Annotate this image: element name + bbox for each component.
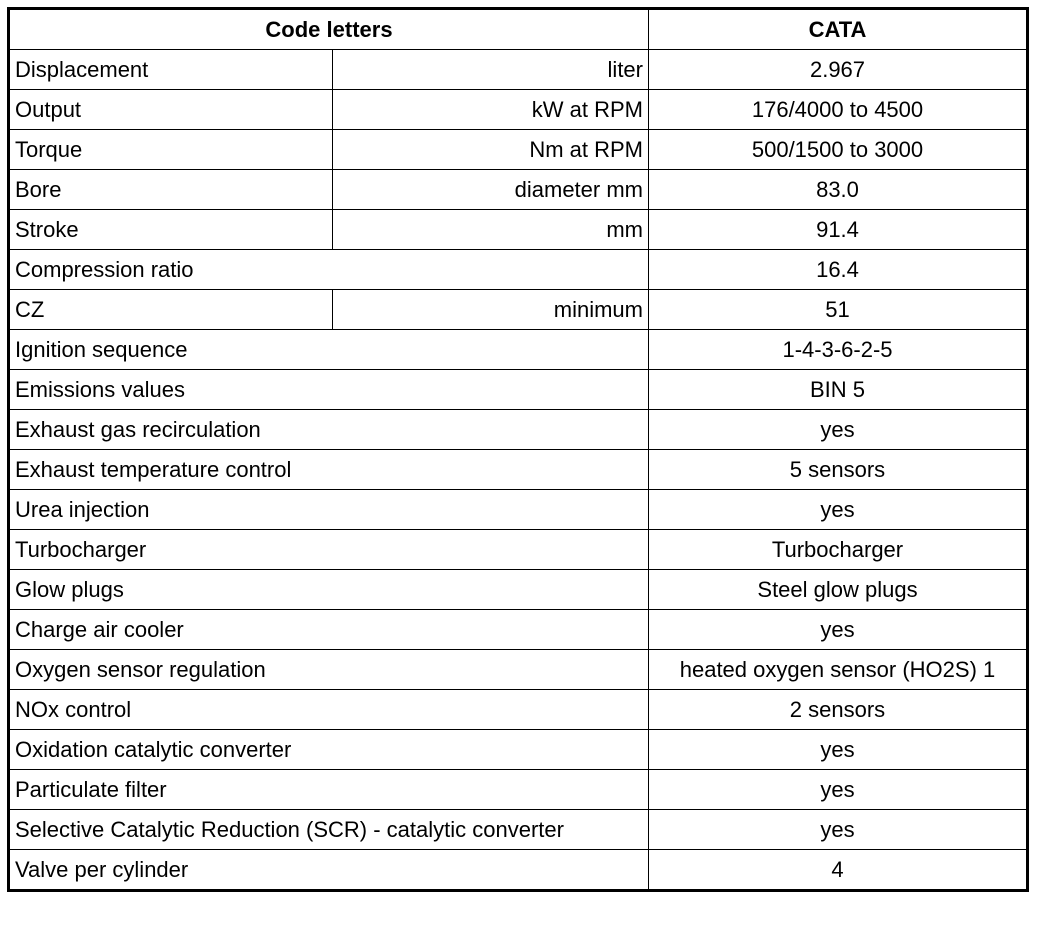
table-row xyxy=(9,370,1028,410)
table-row xyxy=(9,330,1028,370)
unit-cell: liter xyxy=(333,50,649,90)
parameter-cell: Urea injection xyxy=(9,490,649,530)
table-row xyxy=(9,410,1028,450)
value-cell: 176/4000 to 4500 xyxy=(649,90,1028,130)
parameter-cell: Particulate filter xyxy=(9,770,649,810)
unit-cell: mm xyxy=(333,210,649,250)
value-cell: Turbocharger xyxy=(649,530,1028,570)
parameter-cell: Displacement xyxy=(9,50,333,90)
parameter-cell: Torque xyxy=(9,130,333,170)
unit-cell: Nm at RPM xyxy=(333,130,649,170)
unit-cell: diameter mm xyxy=(333,170,649,210)
parameter-cell: Charge air cooler xyxy=(9,610,649,650)
parameter-cell: Output xyxy=(9,90,333,130)
engine-code-header: CATA xyxy=(649,9,1028,50)
table-row xyxy=(9,730,1028,770)
value-cell: yes xyxy=(649,810,1028,850)
table-row xyxy=(9,50,1028,90)
parameter-cell: Glow plugs xyxy=(9,570,649,610)
value-cell: yes xyxy=(649,610,1028,650)
value-cell: 2 sensors xyxy=(649,690,1028,730)
parameter-cell: Ignition sequence xyxy=(9,330,649,370)
table-row xyxy=(9,690,1028,730)
value-cell: heated oxygen sensor (HO2S) 1 xyxy=(649,650,1028,690)
value-cell: Steel glow plugs xyxy=(649,570,1028,610)
table-body xyxy=(9,50,1028,891)
engine-spec-table xyxy=(7,7,1029,892)
parameter-cell: Selective Catalytic Reduction (SCR) - catalytic converter xyxy=(9,810,649,850)
parameter-cell: Exhaust gas recirculation xyxy=(9,410,649,450)
unit-cell: kW at RPM xyxy=(333,90,649,130)
value-cell: 51 xyxy=(649,290,1028,330)
parameter-cell: NOx control xyxy=(9,690,649,730)
parameter-cell: Oxygen sensor regulation xyxy=(9,650,649,690)
table-row xyxy=(9,530,1028,570)
table-row xyxy=(9,650,1028,690)
unit-cell: minimum xyxy=(333,290,649,330)
table-row xyxy=(9,570,1028,610)
table-row xyxy=(9,810,1028,850)
value-cell: 4 xyxy=(649,850,1028,891)
table-row xyxy=(9,170,1028,210)
parameter-cell: Valve per cylinder xyxy=(9,850,649,891)
table-row xyxy=(9,90,1028,130)
value-cell: 83.0 xyxy=(649,170,1028,210)
parameter-cell: Exhaust temperature control xyxy=(9,450,649,490)
value-cell: yes xyxy=(649,410,1028,450)
value-cell: 1-4-3-6-2-5 xyxy=(649,330,1028,370)
value-cell: 2.967 xyxy=(649,50,1028,90)
table-row xyxy=(9,850,1028,891)
table-row xyxy=(9,210,1028,250)
value-cell: 16.4 xyxy=(649,250,1028,290)
parameter-cell: CZ xyxy=(9,290,333,330)
value-cell: 91.4 xyxy=(649,210,1028,250)
value-cell: BIN 5 xyxy=(649,370,1028,410)
table-row xyxy=(9,250,1028,290)
value-cell: yes xyxy=(649,490,1028,530)
value-cell: yes xyxy=(649,730,1028,770)
parameter-cell: Oxidation catalytic converter xyxy=(9,730,649,770)
parameter-cell: Bore xyxy=(9,170,333,210)
table-row xyxy=(9,490,1028,530)
parameter-cell: Compression ratio xyxy=(9,250,649,290)
table-header-row xyxy=(9,9,1028,50)
value-cell: 5 sensors xyxy=(649,450,1028,490)
parameter-cell: Turbocharger xyxy=(9,530,649,570)
table-row xyxy=(9,770,1028,810)
value-cell: 500/1500 to 3000 xyxy=(649,130,1028,170)
table-row xyxy=(9,610,1028,650)
value-cell: yes xyxy=(649,770,1028,810)
table-row xyxy=(9,130,1028,170)
parameter-cell: Stroke xyxy=(9,210,333,250)
code-letters-header: Code letters xyxy=(9,9,649,50)
table-row xyxy=(9,450,1028,490)
parameter-cell: Emissions values xyxy=(9,370,649,410)
table-row xyxy=(9,290,1028,330)
